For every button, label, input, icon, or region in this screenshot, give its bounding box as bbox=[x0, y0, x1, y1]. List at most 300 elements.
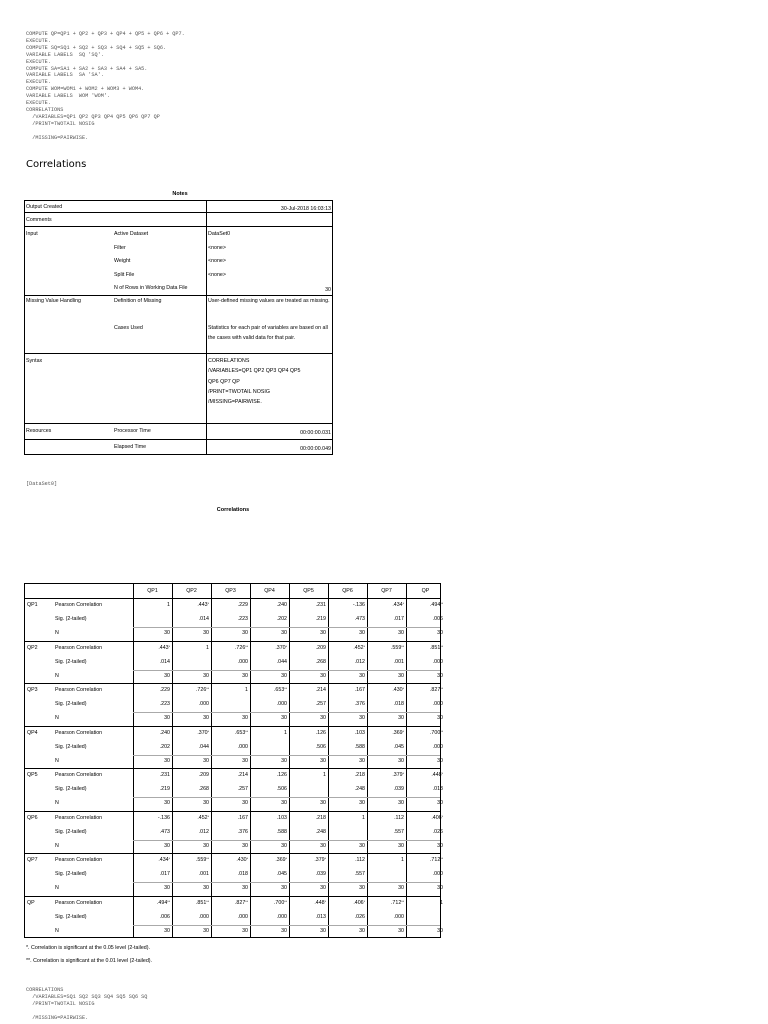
table-cell: 1 bbox=[440, 899, 443, 906]
column-header: QP6 bbox=[342, 588, 353, 594]
table-cell: .369* bbox=[275, 857, 287, 863]
table-cell: 30 bbox=[437, 715, 443, 721]
table-cell: .726** bbox=[234, 644, 248, 651]
notes-value: CORRELATIONS /VARIABLES=QP1 QP2 QP3 QP4 QP5 QP6 QP7 QP /PRINT=TWOTAIL NOSIG /MISSING=PAIRWISE. bbox=[208, 358, 301, 406]
table-cell: .434* bbox=[158, 857, 170, 863]
notes-section-label: Missing Value Handling bbox=[26, 298, 81, 304]
significance-marker: ** bbox=[440, 857, 443, 861]
notes-item-label: Cases Used bbox=[114, 325, 143, 331]
table-cell: 30 bbox=[359, 800, 365, 806]
significance-marker: ** bbox=[245, 729, 248, 734]
significance-marker: * bbox=[363, 899, 365, 904]
significance-marker: * bbox=[285, 644, 287, 649]
table-cell: 30 bbox=[281, 927, 287, 934]
notes-item-label: Elapsed Time bbox=[114, 444, 147, 450]
table-cell: 30 bbox=[437, 927, 443, 934]
table-cell: .013 bbox=[315, 913, 326, 920]
table-cell: .379* bbox=[314, 857, 326, 863]
table-cell: .452* bbox=[197, 814, 209, 821]
table-cell: 30 bbox=[203, 715, 209, 721]
table-cell: .473 bbox=[354, 616, 365, 622]
table-cell: 30 bbox=[398, 885, 404, 891]
cell-rule bbox=[133, 797, 440, 798]
row-variable-label: QP2 bbox=[27, 644, 38, 651]
row-stat-label: Sig. (2-tailed) bbox=[55, 658, 87, 665]
row-variable-label: QP7 bbox=[27, 857, 38, 863]
row-stat-label: Pearson Correlation bbox=[55, 814, 103, 821]
significance-marker: * bbox=[285, 857, 287, 861]
cell-rule bbox=[133, 670, 440, 671]
table-cell: .209 bbox=[198, 772, 209, 778]
table-cell: .430* bbox=[392, 687, 404, 693]
table-cell: 30 bbox=[203, 757, 209, 764]
significance-marker: * bbox=[441, 814, 443, 819]
table-cell: .473 bbox=[159, 828, 170, 835]
table-cell: .559** bbox=[390, 644, 404, 651]
table-cell: 1 bbox=[206, 644, 209, 651]
significance-marker: ** bbox=[401, 644, 404, 649]
table-cell: .126 bbox=[276, 772, 287, 778]
notes-value: 30 bbox=[325, 287, 331, 293]
row-stat-label: N bbox=[55, 630, 59, 636]
table-cell: .018 bbox=[237, 871, 248, 877]
table-cell: .000 bbox=[432, 871, 443, 877]
table-cell: .000 bbox=[198, 701, 209, 707]
table-cell: .014 bbox=[198, 616, 209, 622]
significance-marker: ** bbox=[284, 687, 287, 691]
column-header: QP5 bbox=[303, 588, 314, 594]
significance-marker: * bbox=[324, 857, 326, 861]
table-cell: .369* bbox=[392, 729, 404, 736]
table-cell: 30 bbox=[398, 927, 404, 934]
row-group-divider bbox=[25, 641, 440, 642]
table-cell: 30 bbox=[164, 630, 170, 636]
table-cell: .506 bbox=[315, 743, 326, 750]
table-cell: .494** bbox=[156, 899, 170, 906]
notes-value: <none> bbox=[208, 258, 226, 264]
table-cell: .000 bbox=[237, 913, 248, 920]
table-cell: 30 bbox=[320, 800, 326, 806]
table-cell: .026 bbox=[432, 828, 443, 835]
table-cell: .248 bbox=[354, 786, 365, 792]
table-cell: .001 bbox=[393, 658, 404, 665]
significance-marker: * bbox=[402, 772, 404, 776]
table-cell: .370* bbox=[197, 729, 209, 736]
table-cell: .443* bbox=[158, 644, 170, 651]
table-cell: .700** bbox=[273, 899, 287, 906]
syntax-block-top: COMPUTE QP=QP1 + QP2 + QP3 + QP4 + QP5 + QP6 + QP7. EXECUTE. COMPUTE SQ=SQ1 + SQ2 + SQ3 + SQ4 + SQ5 + SQ6. VARIABLE LABELS SQ 'SQ'. EXECUTE. COMPUTE SA=SA1 + SA2 + SA3 + SA4 + SA5. VARIABLE LABELS SA 'SA'. EXECUTE. COMPUTE WOM=WOM1 + WOM2 + WOM3 + WOM4. VARIABLE LABELS WOM 'WOM'. EXECUTE. CORRELATIONS /VARIABLES=QP1 QP2 QP3 QP4 QP5 QP6 QP7 QP /PRINT=TWOTAIL NOSIG /MISSING=PAIRWISE. bbox=[26, 31, 185, 141]
table-cell: .443* bbox=[197, 602, 209, 608]
significance-marker: ** bbox=[440, 729, 443, 734]
cell-rule bbox=[133, 712, 440, 713]
table-cell: 1 bbox=[167, 602, 170, 608]
table-cell: 30 bbox=[203, 842, 209, 849]
table-cell: .167 bbox=[354, 687, 365, 693]
table-cell: 30 bbox=[320, 715, 326, 721]
row-variable-label: QP bbox=[27, 899, 35, 906]
table-cell: .494** bbox=[429, 602, 443, 608]
notes-section-label: Resources bbox=[26, 428, 52, 434]
table-cell: .014 bbox=[159, 658, 170, 665]
significance-marker: * bbox=[207, 729, 209, 734]
table-cell: .506 bbox=[276, 786, 287, 792]
table-cell: .214 bbox=[237, 772, 248, 778]
correlations-table bbox=[24, 583, 441, 938]
row-stat-label: Sig. (2-tailed) bbox=[55, 616, 87, 622]
significance-marker: ** bbox=[206, 899, 209, 904]
table-cell: 1 bbox=[245, 687, 248, 693]
table-cell: 30 bbox=[359, 757, 365, 764]
table-cell: 30 bbox=[320, 927, 326, 934]
significance-marker: ** bbox=[206, 857, 209, 861]
footnote-05: *. Correlation is significant at the 0.05 level (2-tailed). bbox=[26, 945, 150, 951]
table-cell: 30 bbox=[164, 800, 170, 806]
row-stat-label: Pearson Correlation bbox=[55, 644, 103, 651]
table-cell: .257 bbox=[315, 701, 326, 707]
table-cell: .229 bbox=[237, 602, 248, 608]
row-group-divider bbox=[25, 683, 440, 684]
table-cell: 30 bbox=[398, 715, 404, 721]
notes-item-label: Filter bbox=[114, 245, 126, 251]
table-cell: .240 bbox=[276, 602, 287, 608]
table-cell: .370* bbox=[275, 644, 287, 651]
table-cell: 30 bbox=[320, 630, 326, 636]
table-cell: 30 bbox=[203, 885, 209, 891]
table-cell: .268 bbox=[315, 658, 326, 665]
table-cell: .379* bbox=[392, 772, 404, 778]
row-variable-label: QP4 bbox=[27, 729, 38, 736]
notes-value: <none> bbox=[208, 245, 226, 251]
table-cell: .376 bbox=[237, 828, 248, 835]
row-stat-label: Pearson Correlation bbox=[55, 602, 103, 608]
table-cell: .000 bbox=[276, 701, 287, 707]
table-cell: .268 bbox=[198, 786, 209, 792]
table-cell: 1 bbox=[323, 772, 326, 778]
significance-marker: * bbox=[246, 857, 248, 861]
table-cell: 30 bbox=[281, 630, 287, 636]
significance-marker: * bbox=[402, 602, 404, 606]
table-cell: .430* bbox=[236, 857, 248, 863]
table-cell: .044 bbox=[276, 658, 287, 665]
notes-rule bbox=[25, 226, 332, 227]
table-cell: 30 bbox=[242, 800, 248, 806]
table-cell: .218 bbox=[315, 814, 326, 821]
row-stat-label: Sig. (2-tailed) bbox=[55, 743, 87, 750]
table-cell: 30 bbox=[437, 672, 443, 679]
table-cell: .588 bbox=[276, 828, 287, 835]
significance-marker: ** bbox=[245, 899, 248, 904]
table-cell: 30 bbox=[281, 672, 287, 679]
notes-section-label: Output Created bbox=[26, 204, 63, 210]
table-cell: 30 bbox=[398, 800, 404, 806]
table-cell: .223 bbox=[237, 616, 248, 622]
notes-rule bbox=[25, 423, 332, 424]
column-header: QP7 bbox=[381, 588, 392, 594]
row-stat-label: Sig. (2-tailed) bbox=[55, 828, 87, 835]
table-cell: .017 bbox=[159, 871, 170, 877]
cell-rule bbox=[133, 627, 440, 628]
table-cell: 30 bbox=[164, 842, 170, 849]
row-stat-label: N bbox=[55, 885, 59, 891]
row-stat-label: Sig. (2-tailed) bbox=[55, 871, 87, 877]
table-cell: -.136 bbox=[157, 814, 170, 821]
table-cell: -.136 bbox=[352, 602, 365, 608]
table-cell: .039 bbox=[315, 871, 326, 877]
row-group-divider bbox=[25, 811, 440, 812]
correlations-header-row bbox=[25, 584, 440, 599]
table-cell: 30 bbox=[242, 927, 248, 934]
row-stat-label: Pearson Correlation bbox=[55, 729, 103, 736]
notes-item-label: Definition of Missing bbox=[114, 298, 162, 304]
table-cell: .000 bbox=[432, 743, 443, 750]
table-cell: 30 bbox=[164, 672, 170, 679]
table-cell: 30 bbox=[203, 927, 209, 934]
significance-marker: * bbox=[363, 644, 365, 649]
syntax-block-bottom: CORRELATIONS /VARIABLES=SQ1 SQ2 SQ3 SQ4 SQ5 SQ6 SQ /PRINT=TWOTAIL NOSIG /MISSING=PAIRWISE. bbox=[26, 987, 148, 1021]
notes-divider bbox=[206, 201, 207, 454]
table-cell: 30 bbox=[203, 672, 209, 679]
notes-value: <none> bbox=[208, 272, 226, 278]
table-cell: .202 bbox=[276, 616, 287, 622]
row-stat-label: N bbox=[55, 715, 59, 721]
table-cell: .653** bbox=[273, 687, 287, 693]
table-cell: .712** bbox=[429, 857, 443, 863]
row-variable-label: QP1 bbox=[27, 602, 38, 608]
cell-rule bbox=[133, 882, 440, 883]
notes-rule bbox=[25, 212, 332, 213]
row-stat-label: Pearson Correlation bbox=[55, 899, 103, 906]
table-cell: .827** bbox=[234, 899, 248, 906]
table-cell: 30 bbox=[242, 757, 248, 764]
table-cell: 30 bbox=[164, 927, 170, 934]
table-cell: .231 bbox=[159, 772, 170, 778]
table-cell: .588 bbox=[354, 743, 365, 750]
row-variable-label: QP5 bbox=[27, 772, 38, 778]
table-cell: .001 bbox=[198, 871, 209, 877]
table-cell: .000 bbox=[276, 913, 287, 920]
notes-value: 30-Jul-2018 16:03:13 bbox=[280, 206, 331, 212]
table-cell: .559** bbox=[195, 857, 209, 863]
table-cell: .712** bbox=[390, 899, 404, 906]
table-cell: 30 bbox=[437, 842, 443, 849]
cell-rule bbox=[133, 925, 440, 926]
cell-rule bbox=[133, 755, 440, 756]
table-cell: .851** bbox=[429, 644, 443, 651]
table-cell: 30 bbox=[437, 800, 443, 806]
row-stat-label: N bbox=[55, 672, 59, 679]
table-cell: .557 bbox=[393, 828, 404, 835]
table-cell: .013 bbox=[432, 786, 443, 792]
table-cell: .219 bbox=[159, 786, 170, 792]
row-group-divider bbox=[25, 853, 440, 854]
table-cell: 30 bbox=[320, 757, 326, 764]
table-cell: 30 bbox=[281, 885, 287, 891]
table-cell: .229 bbox=[159, 687, 170, 693]
table-cell: 30 bbox=[242, 885, 248, 891]
significance-marker: * bbox=[207, 814, 209, 819]
table-cell: 30 bbox=[242, 842, 248, 849]
table-cell: .103 bbox=[276, 814, 287, 821]
table-cell: .045 bbox=[276, 871, 287, 877]
column-header: QP2 bbox=[186, 588, 197, 594]
table-cell: .214 bbox=[315, 687, 326, 693]
table-cell: .006 bbox=[159, 913, 170, 920]
row-stat-label: Sig. (2-tailed) bbox=[55, 701, 87, 707]
significance-marker: ** bbox=[401, 899, 404, 904]
notes-item-label: N of Rows in Working Data File bbox=[114, 285, 188, 291]
significance-marker: ** bbox=[440, 687, 443, 691]
table-cell: 30 bbox=[164, 715, 170, 721]
table-cell: .012 bbox=[198, 828, 209, 835]
dataset-tag: [DataSet0] bbox=[26, 481, 58, 487]
table-cell: .126 bbox=[315, 729, 326, 736]
table-cell: 1 bbox=[401, 857, 404, 863]
column-header: QP3 bbox=[225, 588, 236, 594]
table-cell: .112 bbox=[394, 814, 404, 821]
table-cell: 30 bbox=[437, 630, 443, 636]
row-stat-label: N bbox=[55, 800, 59, 806]
row-stat-label: N bbox=[55, 757, 59, 764]
table-cell: 30 bbox=[437, 757, 443, 764]
significance-marker: * bbox=[441, 772, 443, 776]
table-cell: 30 bbox=[359, 842, 365, 849]
table-cell: .006 bbox=[432, 616, 443, 622]
table-cell: .240 bbox=[159, 729, 170, 736]
table-cell: .223 bbox=[159, 701, 170, 707]
table-cell: 30 bbox=[359, 630, 365, 636]
table-cell: 30 bbox=[359, 672, 365, 679]
table-cell: 30 bbox=[320, 672, 326, 679]
table-cell: 30 bbox=[359, 715, 365, 721]
table-cell: 30 bbox=[398, 842, 404, 849]
table-cell: .012 bbox=[354, 658, 365, 665]
column-header: QP bbox=[421, 588, 430, 594]
notes-value: Statistics for each pair of variables are based on all the cases with valid data for that pair. bbox=[208, 325, 328, 342]
table-cell: .026 bbox=[354, 913, 365, 920]
table-cell: .044 bbox=[198, 743, 209, 750]
significance-marker: ** bbox=[284, 899, 287, 904]
notes-rule bbox=[25, 353, 332, 354]
notes-table bbox=[24, 200, 333, 455]
significance-marker: ** bbox=[440, 602, 443, 606]
table-cell: .257 bbox=[237, 786, 248, 792]
column-header: QP4 bbox=[264, 588, 275, 594]
footnote-01: **. Correlation is significant at the 0.01 level (2-tailed). bbox=[26, 958, 153, 964]
row-stat-label: N bbox=[55, 842, 59, 849]
notes-section-label: Comments bbox=[26, 217, 52, 223]
notes-section-label: Syntax bbox=[26, 358, 43, 364]
significance-marker: * bbox=[168, 644, 170, 649]
table-cell: .248 bbox=[315, 828, 326, 835]
significance-marker: * bbox=[324, 899, 326, 904]
notes-item-label: Split File bbox=[114, 272, 135, 278]
table-cell: .039 bbox=[393, 786, 404, 792]
table-cell: 30 bbox=[281, 757, 287, 764]
column-header: QP1 bbox=[147, 588, 158, 594]
table-cell: 30 bbox=[398, 672, 404, 679]
table-cell: 30 bbox=[398, 630, 404, 636]
table-cell: .000 bbox=[198, 913, 209, 920]
table-cell: 30 bbox=[242, 630, 248, 636]
table-cell: .000 bbox=[237, 743, 248, 750]
significance-marker: * bbox=[402, 729, 404, 734]
table-cell: .434* bbox=[392, 602, 404, 608]
significance-marker: * bbox=[207, 602, 209, 606]
table-cell: .167 bbox=[237, 814, 248, 821]
table-cell: .653** bbox=[234, 729, 248, 736]
table-cell: 30 bbox=[164, 757, 170, 764]
notes-value: 00:00:00.031 bbox=[300, 430, 331, 436]
notes-rule bbox=[25, 439, 332, 440]
notes-table-title: Notes bbox=[172, 191, 188, 197]
notes-item-label: Weight bbox=[114, 258, 131, 264]
table-cell: 30 bbox=[281, 800, 287, 806]
table-cell: 30 bbox=[242, 672, 248, 679]
table-cell: .827** bbox=[429, 687, 443, 693]
row-stat-label: N bbox=[55, 927, 59, 934]
correlations-table-title: Correlations bbox=[216, 507, 250, 513]
table-cell: 30 bbox=[320, 885, 326, 891]
notes-value: User-defined missing values are treated as missing. bbox=[208, 298, 330, 304]
notes-value: 00:00:00.049 bbox=[300, 446, 331, 452]
table-cell: .018 bbox=[393, 701, 404, 707]
table-cell: 30 bbox=[359, 927, 365, 934]
table-cell: 30 bbox=[203, 800, 209, 806]
cell-rule bbox=[133, 840, 440, 841]
table-cell: 30 bbox=[359, 885, 365, 891]
table-cell: 30 bbox=[398, 757, 404, 764]
table-cell: .452* bbox=[353, 644, 365, 651]
table-cell: .103 bbox=[354, 729, 365, 736]
row-stat-label: Sig. (2-tailed) bbox=[55, 913, 87, 920]
table-cell: .557 bbox=[354, 871, 365, 877]
table-cell: 30 bbox=[203, 630, 209, 636]
table-cell: .000 bbox=[393, 913, 404, 920]
table-cell: .000 bbox=[432, 658, 443, 665]
row-stat-label: Pearson Correlation bbox=[55, 772, 103, 778]
significance-marker: ** bbox=[206, 687, 209, 691]
table-cell: .017 bbox=[393, 616, 404, 622]
notes-item-label: Active Dataset bbox=[114, 231, 149, 237]
table-cell: .218 bbox=[354, 772, 365, 778]
table-cell: 30 bbox=[437, 885, 443, 891]
row-group-divider bbox=[25, 768, 440, 769]
table-cell: 30 bbox=[242, 715, 248, 721]
row-stat-label: Sig. (2-tailed) bbox=[55, 786, 87, 792]
row-group-divider bbox=[25, 726, 440, 727]
significance-marker: ** bbox=[245, 644, 248, 649]
row-variable-label: QP3 bbox=[27, 687, 38, 693]
table-cell: .000 bbox=[432, 701, 443, 707]
table-cell: .219 bbox=[315, 616, 326, 622]
notes-item-label: Processor Time bbox=[114, 428, 151, 434]
table-cell: .448* bbox=[431, 772, 443, 778]
table-cell: 1 bbox=[362, 814, 365, 821]
notes-value: DataSet0 bbox=[208, 231, 231, 237]
table-cell: .726** bbox=[195, 687, 209, 693]
table-cell: .406* bbox=[353, 899, 365, 906]
row-stat-label: Pearson Correlation bbox=[55, 687, 103, 693]
significance-marker: * bbox=[402, 687, 404, 691]
significance-marker: * bbox=[168, 857, 170, 861]
notes-rule bbox=[25, 295, 332, 296]
table-cell: 1 bbox=[284, 729, 287, 736]
row-group-divider bbox=[25, 896, 440, 897]
table-cell: .000 bbox=[237, 658, 248, 665]
table-cell: .448* bbox=[314, 899, 326, 906]
table-cell: .112 bbox=[355, 857, 365, 863]
table-cell: 30 bbox=[281, 715, 287, 721]
